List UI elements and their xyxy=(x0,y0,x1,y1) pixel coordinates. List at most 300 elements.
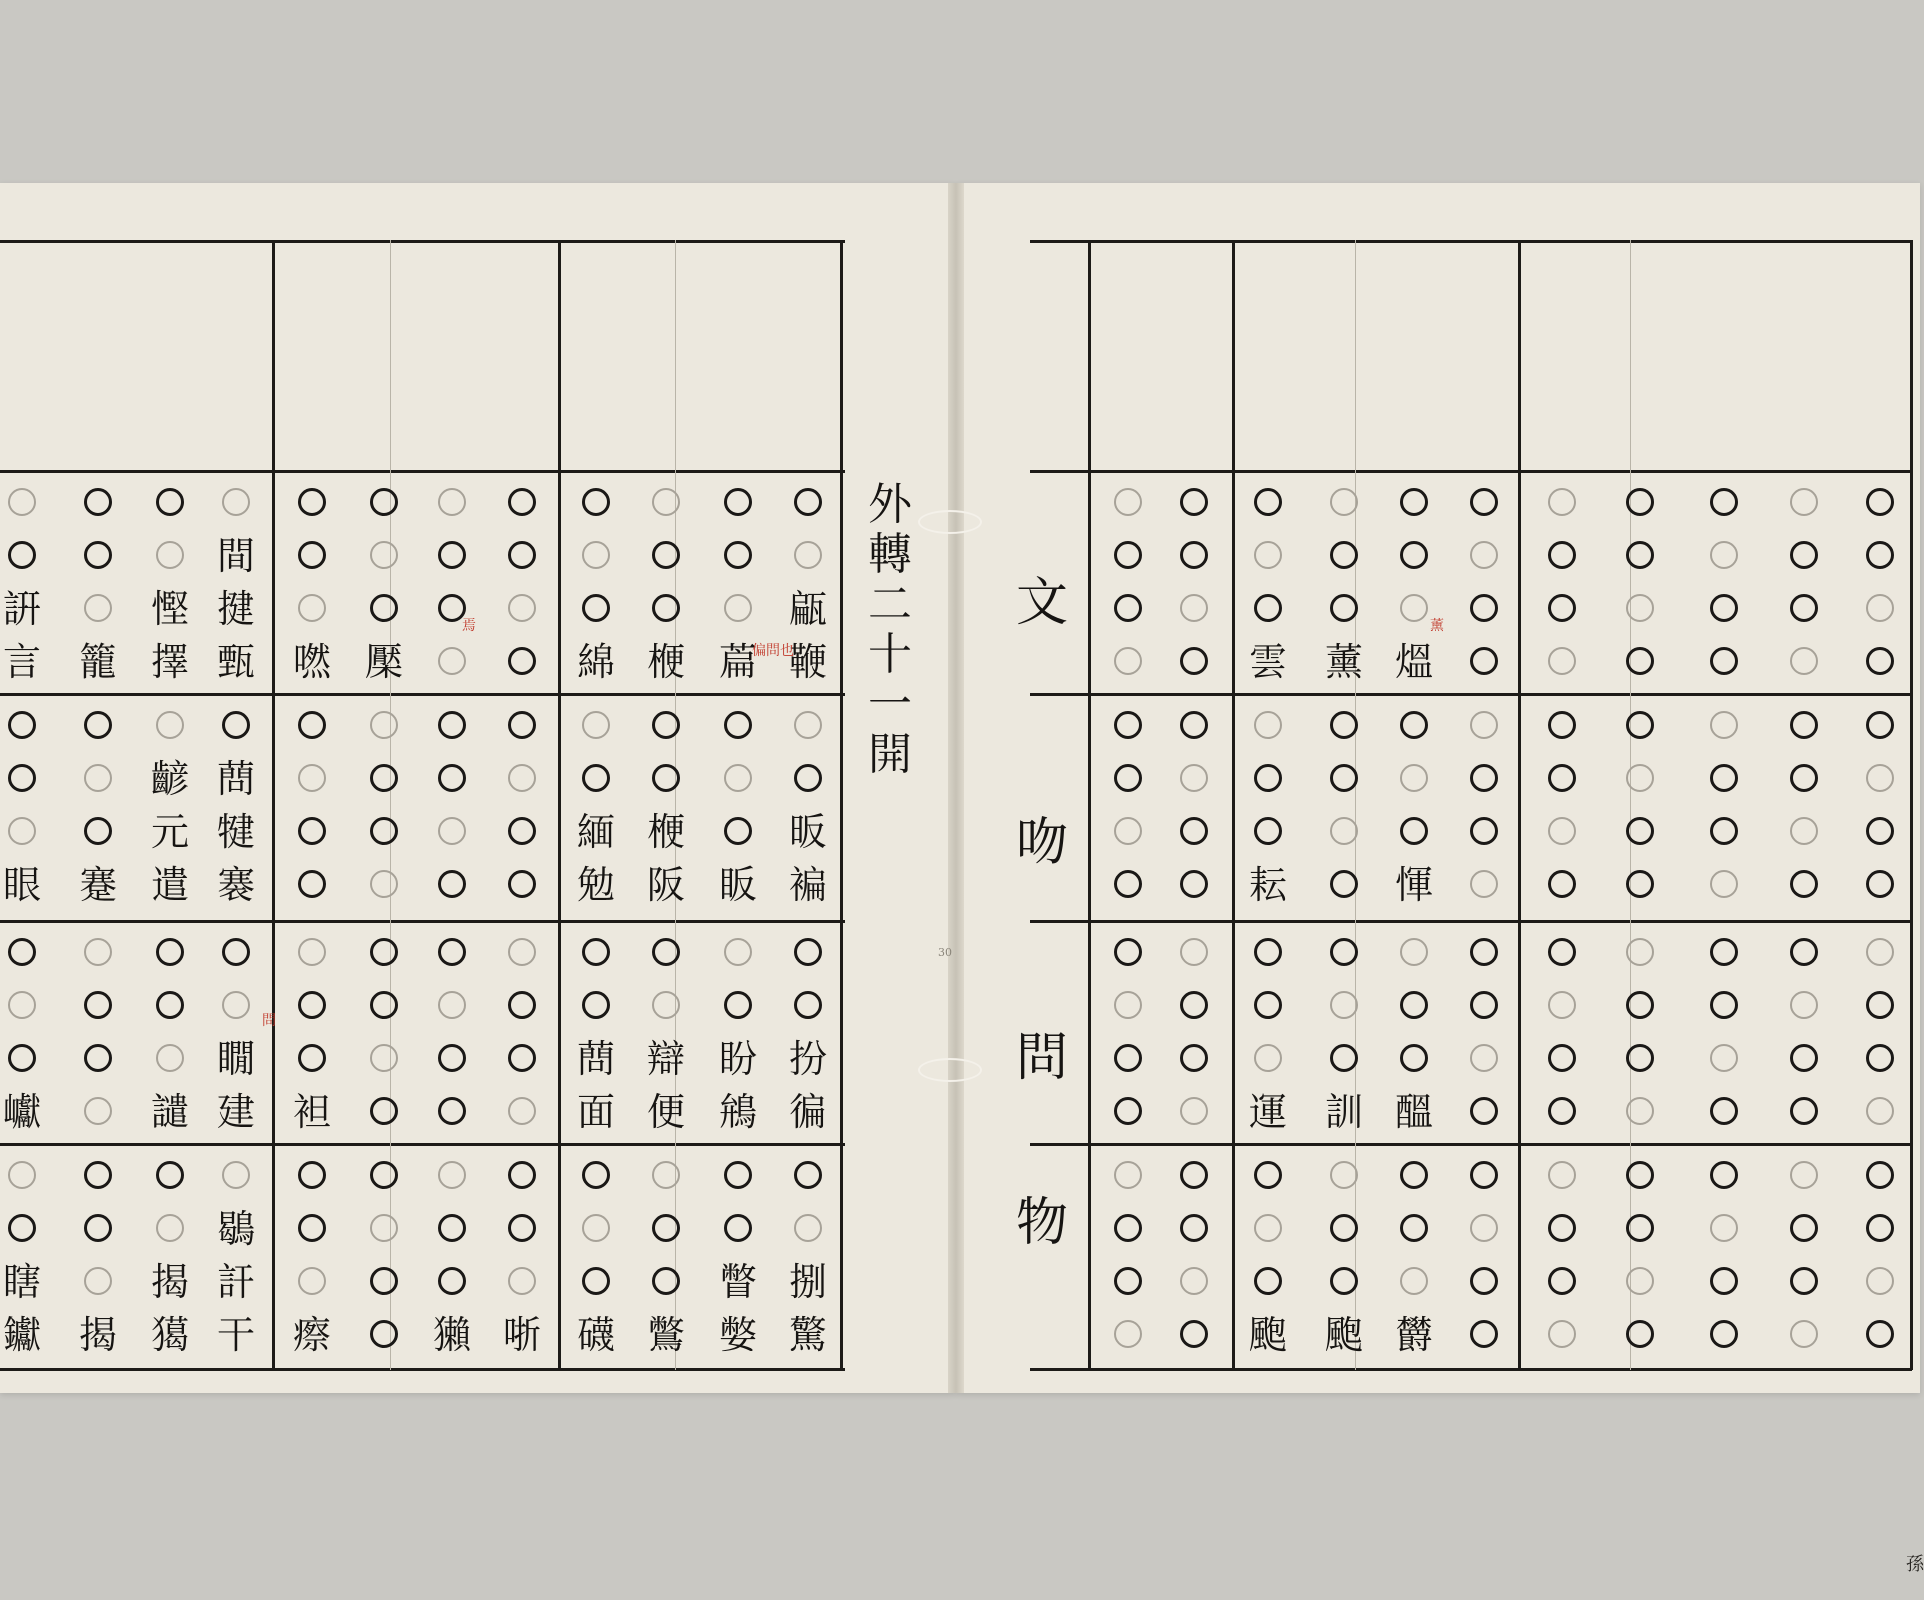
book-gutter xyxy=(948,183,964,1393)
empty-slot-circle xyxy=(156,991,184,1019)
empty-slot-circle xyxy=(1254,594,1282,622)
rhyme-character: 遣 xyxy=(150,863,189,907)
empty-slot-circle xyxy=(1626,541,1654,569)
empty-slot-circle xyxy=(370,541,398,569)
empty-slot-circle xyxy=(794,1214,822,1242)
empty-slot-circle xyxy=(652,541,680,569)
empty-slot-circle xyxy=(222,1161,250,1189)
empty-slot-circle xyxy=(8,1214,36,1242)
empty-slot-circle xyxy=(1180,817,1208,845)
empty-slot-circle xyxy=(1790,1044,1818,1072)
empty-slot-circle xyxy=(1866,1044,1894,1072)
empty-slot-circle xyxy=(582,938,610,966)
empty-slot-circle xyxy=(84,541,112,569)
fold-title-char: 一 xyxy=(868,679,912,730)
empty-slot-circle xyxy=(1866,991,1894,1019)
rhyme-character: 薰 xyxy=(1324,640,1363,684)
empty-slot-circle xyxy=(438,870,466,898)
empty-slot-circle xyxy=(370,1214,398,1242)
empty-slot-circle xyxy=(508,647,536,675)
empty-slot-circle xyxy=(1470,647,1498,675)
fold-title xyxy=(868,480,912,780)
empty-slot-circle xyxy=(1866,1320,1894,1348)
table-rule xyxy=(272,240,275,1370)
empty-slot-circle xyxy=(1400,541,1428,569)
rhyme-character: 言 xyxy=(2,640,41,684)
rhyme-character: 詽 xyxy=(2,587,41,631)
empty-slot-circle xyxy=(1470,870,1498,898)
side-label: 問 xyxy=(1015,1028,1068,1088)
empty-slot-circle xyxy=(1114,991,1142,1019)
empty-slot-circle xyxy=(1626,1214,1654,1242)
empty-slot-circle xyxy=(298,1044,326,1072)
empty-slot-circle xyxy=(508,817,536,845)
table-guide xyxy=(1355,240,1356,1370)
empty-slot-circle xyxy=(1626,1097,1654,1125)
empty-slot-circle xyxy=(1548,1161,1576,1189)
binding-thread xyxy=(918,510,982,534)
rhyme-character: 揭 xyxy=(78,1313,117,1357)
table-guide xyxy=(390,240,391,1370)
empty-slot-circle xyxy=(298,764,326,792)
empty-slot-circle xyxy=(438,817,466,845)
empty-slot-circle xyxy=(1470,991,1498,1019)
empty-slot-circle xyxy=(582,488,610,516)
rhyme-character: 緬 xyxy=(576,810,615,854)
empty-slot-circle xyxy=(1330,1214,1358,1242)
empty-slot-circle xyxy=(582,1214,610,1242)
empty-slot-circle xyxy=(1790,647,1818,675)
empty-slot-circle xyxy=(1710,594,1738,622)
empty-slot-circle xyxy=(156,711,184,739)
rhyme-character: 揵 xyxy=(216,587,255,631)
empty-slot-circle xyxy=(1710,541,1738,569)
empty-slot-circle xyxy=(438,711,466,739)
empty-slot-circle xyxy=(298,594,326,622)
rhyme-character: 醞 xyxy=(1394,1090,1433,1134)
empty-slot-circle xyxy=(1180,1097,1208,1125)
rhyme-character: 檿 xyxy=(364,640,403,684)
empty-slot-circle xyxy=(438,938,466,966)
empty-slot-circle xyxy=(298,817,326,845)
empty-slot-circle xyxy=(724,1214,752,1242)
empty-slot-circle xyxy=(1548,764,1576,792)
rhyme-character: 驚 xyxy=(788,1313,827,1357)
rhyme-character: 徧 xyxy=(788,1090,827,1134)
empty-slot-circle xyxy=(724,817,752,845)
empty-slot-circle xyxy=(1114,1044,1142,1072)
empty-slot-circle xyxy=(508,541,536,569)
empty-slot-circle xyxy=(794,1161,822,1189)
empty-slot-circle xyxy=(84,1214,112,1242)
fold-title-char: 十 xyxy=(868,629,912,680)
empty-slot-circle xyxy=(652,594,680,622)
rhyme-character: 勉 xyxy=(576,863,615,907)
empty-slot-circle xyxy=(1626,817,1654,845)
rhyme-character: 盼 xyxy=(718,1037,757,1081)
rhyme-character: 瞯 xyxy=(216,1037,255,1081)
empty-slot-circle xyxy=(724,938,752,966)
empty-slot-circle xyxy=(1790,594,1818,622)
empty-slot-circle xyxy=(1790,1214,1818,1242)
empty-slot-circle xyxy=(298,711,326,739)
empty-slot-circle xyxy=(1330,870,1358,898)
empty-slot-circle xyxy=(1866,594,1894,622)
empty-slot-circle xyxy=(1710,711,1738,739)
rhyme-character: 楩 xyxy=(646,640,685,684)
table-rule xyxy=(0,1368,845,1371)
empty-slot-circle xyxy=(1254,764,1282,792)
empty-slot-circle xyxy=(1626,594,1654,622)
empty-slot-circle xyxy=(84,488,112,516)
empty-slot-circle xyxy=(1180,991,1208,1019)
empty-slot-circle xyxy=(508,594,536,622)
empty-slot-circle xyxy=(438,647,466,675)
table-rule xyxy=(1030,1368,1912,1371)
empty-slot-circle xyxy=(1254,1214,1282,1242)
empty-slot-circle xyxy=(1626,711,1654,739)
empty-slot-circle xyxy=(222,488,250,516)
empty-slot-circle xyxy=(1114,647,1142,675)
rhyme-character: 瞎 xyxy=(2,1260,41,1304)
empty-slot-circle xyxy=(1548,1214,1576,1242)
empty-slot-circle xyxy=(438,991,466,1019)
rhyme-character: 鴘 xyxy=(718,1090,757,1134)
empty-slot-circle xyxy=(1626,1044,1654,1072)
right-page xyxy=(956,183,1920,1393)
empty-slot-circle xyxy=(582,991,610,1019)
empty-slot-circle xyxy=(1710,938,1738,966)
rhyme-character: 嘫 xyxy=(292,640,331,684)
empty-slot-circle xyxy=(1180,1044,1208,1072)
rhyme-character: 鞭 xyxy=(788,640,827,684)
empty-slot-circle xyxy=(84,938,112,966)
empty-slot-circle xyxy=(1114,1267,1142,1295)
empty-slot-circle xyxy=(1400,1214,1428,1242)
empty-slot-circle xyxy=(1710,1044,1738,1072)
empty-slot-circle xyxy=(370,870,398,898)
rhyme-character: 獦 xyxy=(150,1313,189,1357)
rhyme-character: 颮 xyxy=(1324,1313,1363,1357)
empty-slot-circle xyxy=(794,711,822,739)
empty-slot-circle xyxy=(1866,711,1894,739)
empty-slot-circle xyxy=(370,764,398,792)
rhyme-character: 颮 xyxy=(1248,1313,1287,1357)
rhyme-character: 蹇 xyxy=(78,863,117,907)
empty-slot-circle xyxy=(156,1214,184,1242)
table-rule xyxy=(1030,693,1912,696)
empty-slot-circle xyxy=(1330,817,1358,845)
empty-slot-circle xyxy=(1790,1161,1818,1189)
rhyme-character: 巘 xyxy=(2,1090,41,1134)
empty-slot-circle xyxy=(508,1097,536,1125)
empty-slot-circle xyxy=(508,870,536,898)
empty-slot-circle xyxy=(1626,488,1654,516)
empty-slot-circle xyxy=(652,1267,680,1295)
empty-slot-circle xyxy=(582,541,610,569)
empty-slot-circle xyxy=(1470,1320,1498,1348)
empty-slot-circle xyxy=(1330,938,1358,966)
empty-slot-circle xyxy=(1866,1161,1894,1189)
empty-slot-circle xyxy=(1866,938,1894,966)
table-rule xyxy=(1030,920,1912,923)
table-rule xyxy=(0,1143,845,1146)
empty-slot-circle xyxy=(1254,991,1282,1019)
empty-slot-circle xyxy=(1114,1320,1142,1348)
empty-slot-circle xyxy=(438,1214,466,1242)
rhyme-character: 便 xyxy=(646,1090,685,1134)
rhyme-character: 間 xyxy=(216,534,255,578)
rhyme-character: 運 xyxy=(1248,1090,1287,1134)
empty-slot-circle xyxy=(652,764,680,792)
table-rule xyxy=(1030,240,1912,243)
rhyme-character: 眼 xyxy=(2,863,41,907)
empty-slot-circle xyxy=(1548,870,1576,898)
rhyme-character: 甄 xyxy=(216,640,255,684)
rhyme-character: 擇 xyxy=(150,640,189,684)
empty-slot-circle xyxy=(1548,647,1576,675)
empty-slot-circle xyxy=(1548,594,1576,622)
rhyme-character: 褰 xyxy=(216,863,255,907)
rhyme-character: 礣 xyxy=(576,1313,615,1357)
empty-slot-circle xyxy=(1548,488,1576,516)
empty-slot-circle xyxy=(84,711,112,739)
empty-slot-circle xyxy=(298,870,326,898)
table-guide xyxy=(675,240,676,1370)
empty-slot-circle xyxy=(1330,594,1358,622)
empty-slot-circle xyxy=(1114,764,1142,792)
empty-slot-circle xyxy=(582,1267,610,1295)
empty-slot-circle xyxy=(582,711,610,739)
corner-mark: 孫 xyxy=(1906,1554,1924,1575)
empty-slot-circle xyxy=(1400,1044,1428,1072)
rhyme-character: 鷩 xyxy=(646,1313,685,1357)
rhyme-character: 嫳 xyxy=(718,1313,757,1357)
empty-slot-circle xyxy=(1114,870,1142,898)
empty-slot-circle xyxy=(8,488,36,516)
empty-slot-circle xyxy=(1790,1267,1818,1295)
empty-slot-circle xyxy=(8,711,36,739)
empty-slot-circle xyxy=(1400,817,1428,845)
empty-slot-circle xyxy=(724,764,752,792)
rhyme-character: 眅 xyxy=(718,863,757,907)
empty-slot-circle xyxy=(1180,711,1208,739)
table-guide xyxy=(1630,240,1631,1370)
fold-title-char: 開 xyxy=(868,729,912,780)
empty-slot-circle xyxy=(582,594,610,622)
empty-slot-circle xyxy=(652,1161,680,1189)
empty-slot-circle xyxy=(1866,1214,1894,1242)
rhyme-character: 面 xyxy=(576,1090,615,1134)
empty-slot-circle xyxy=(1866,870,1894,898)
empty-slot-circle xyxy=(1254,1267,1282,1295)
empty-slot-circle xyxy=(508,1161,536,1189)
empty-slot-circle xyxy=(1114,488,1142,516)
empty-slot-circle xyxy=(1710,647,1738,675)
binding-thread xyxy=(918,1058,982,1082)
empty-slot-circle xyxy=(1548,1044,1576,1072)
fold-title-char: 二 xyxy=(868,579,912,630)
empty-slot-circle xyxy=(1470,541,1498,569)
fold-title-char: 轉 xyxy=(868,529,912,580)
empty-slot-circle xyxy=(1180,938,1208,966)
rhyme-character: 瘵 xyxy=(292,1313,331,1357)
empty-slot-circle xyxy=(508,1214,536,1242)
empty-slot-circle xyxy=(1254,938,1282,966)
empty-slot-circle xyxy=(1790,541,1818,569)
empty-slot-circle xyxy=(724,991,752,1019)
empty-slot-circle xyxy=(8,817,36,845)
empty-slot-circle xyxy=(370,594,398,622)
empty-slot-circle xyxy=(1866,1097,1894,1125)
empty-slot-circle xyxy=(438,488,466,516)
empty-slot-circle xyxy=(794,991,822,1019)
empty-slot-circle xyxy=(84,991,112,1019)
empty-slot-circle xyxy=(582,1161,610,1189)
empty-slot-circle xyxy=(1114,711,1142,739)
empty-slot-circle xyxy=(652,938,680,966)
empty-slot-circle xyxy=(1626,870,1654,898)
empty-slot-circle xyxy=(370,488,398,516)
empty-slot-circle xyxy=(582,764,610,792)
rhyme-character: 哳 xyxy=(502,1313,541,1357)
empty-slot-circle xyxy=(724,488,752,516)
table-rule xyxy=(0,920,845,923)
empty-slot-circle xyxy=(1470,1267,1498,1295)
empty-slot-circle xyxy=(298,938,326,966)
empty-slot-circle xyxy=(1330,488,1358,516)
page-number: 30 xyxy=(938,946,952,959)
rhyme-character: 蔄 xyxy=(216,757,255,801)
empty-slot-circle xyxy=(1866,541,1894,569)
empty-slot-circle xyxy=(1626,647,1654,675)
empty-slot-circle xyxy=(1470,594,1498,622)
empty-slot-circle xyxy=(438,1097,466,1125)
empty-slot-circle xyxy=(1626,1267,1654,1295)
empty-slot-circle xyxy=(1180,1214,1208,1242)
empty-slot-circle xyxy=(298,1161,326,1189)
empty-slot-circle xyxy=(298,1214,326,1242)
empty-slot-circle xyxy=(1114,1214,1142,1242)
empty-slot-circle xyxy=(1470,1097,1498,1125)
rhyme-character: 惲 xyxy=(1394,863,1433,907)
empty-slot-circle xyxy=(1114,594,1142,622)
empty-slot-circle xyxy=(1330,1044,1358,1072)
empty-slot-circle xyxy=(1710,1320,1738,1348)
empty-slot-circle xyxy=(438,1044,466,1072)
empty-slot-circle xyxy=(1790,1097,1818,1125)
rhyme-character: 楩 xyxy=(646,810,685,854)
empty-slot-circle xyxy=(1548,991,1576,1019)
empty-slot-circle xyxy=(222,991,250,1019)
rhyme-character: 阪 xyxy=(646,863,685,907)
empty-slot-circle xyxy=(1180,870,1208,898)
empty-slot-circle xyxy=(1180,1320,1208,1348)
rhyme-character: 辯 xyxy=(646,1037,685,1081)
empty-slot-circle xyxy=(1790,991,1818,1019)
empty-slot-circle xyxy=(1254,1161,1282,1189)
empty-slot-circle xyxy=(1400,1161,1428,1189)
rhyme-character: 捌 xyxy=(788,1260,827,1304)
empty-slot-circle xyxy=(1330,764,1358,792)
empty-slot-circle xyxy=(1470,938,1498,966)
empty-slot-circle xyxy=(1330,1161,1358,1189)
empty-slot-circle xyxy=(370,938,398,966)
empty-slot-circle xyxy=(438,1267,466,1295)
empty-slot-circle xyxy=(1548,1267,1576,1295)
empty-slot-circle xyxy=(1626,764,1654,792)
empty-slot-circle xyxy=(1254,1044,1282,1072)
empty-slot-circle xyxy=(438,541,466,569)
empty-slot-circle xyxy=(1710,1161,1738,1189)
rhyme-character: 萹 xyxy=(718,640,757,684)
empty-slot-circle xyxy=(1626,1161,1654,1189)
rhyme-character: 甂 xyxy=(788,587,827,631)
empty-slot-circle xyxy=(1790,488,1818,516)
empty-slot-circle xyxy=(1710,1214,1738,1242)
empty-slot-circle xyxy=(1180,647,1208,675)
empty-slot-circle xyxy=(438,764,466,792)
empty-slot-circle xyxy=(1470,764,1498,792)
red-seal: 焉 xyxy=(462,618,476,634)
empty-slot-circle xyxy=(1790,817,1818,845)
empty-slot-circle xyxy=(1710,817,1738,845)
empty-slot-circle xyxy=(370,991,398,1019)
rhyme-character: 袒 xyxy=(292,1090,331,1134)
empty-slot-circle xyxy=(222,711,250,739)
empty-slot-circle xyxy=(84,817,112,845)
empty-slot-circle xyxy=(1180,1161,1208,1189)
empty-slot-circle xyxy=(1790,764,1818,792)
empty-slot-circle xyxy=(1866,488,1894,516)
empty-slot-circle xyxy=(724,1161,752,1189)
empty-slot-circle xyxy=(508,488,536,516)
empty-slot-circle xyxy=(1114,817,1142,845)
empty-slot-circle xyxy=(652,1214,680,1242)
empty-slot-circle xyxy=(298,991,326,1019)
empty-slot-circle xyxy=(1470,817,1498,845)
empty-slot-circle xyxy=(8,938,36,966)
empty-slot-circle xyxy=(298,488,326,516)
empty-slot-circle xyxy=(1548,817,1576,845)
empty-slot-circle xyxy=(652,488,680,516)
empty-slot-circle xyxy=(222,938,250,966)
rhyme-character: 訓 xyxy=(1324,1090,1363,1134)
table-rule xyxy=(1910,240,1913,1370)
empty-slot-circle xyxy=(1114,1161,1142,1189)
empty-slot-circle xyxy=(1790,1320,1818,1348)
empty-slot-circle xyxy=(508,764,536,792)
empty-slot-circle xyxy=(1400,991,1428,1019)
empty-slot-circle xyxy=(8,1044,36,1072)
empty-slot-circle xyxy=(652,991,680,1019)
empty-slot-circle xyxy=(1866,817,1894,845)
table-rule xyxy=(840,240,843,1370)
rhyme-character: 瞥 xyxy=(718,1260,757,1304)
empty-slot-circle xyxy=(724,541,752,569)
empty-slot-circle xyxy=(794,541,822,569)
empty-slot-circle xyxy=(1470,711,1498,739)
rhyme-character: 綿 xyxy=(576,640,615,684)
empty-slot-circle xyxy=(1330,991,1358,1019)
empty-slot-circle xyxy=(84,1161,112,1189)
rhyme-character: 熅 xyxy=(1394,640,1433,684)
empty-slot-circle xyxy=(1866,1267,1894,1295)
empty-slot-circle xyxy=(1790,938,1818,966)
empty-slot-circle xyxy=(1114,1097,1142,1125)
empty-slot-circle xyxy=(1330,711,1358,739)
empty-slot-circle xyxy=(1470,1161,1498,1189)
